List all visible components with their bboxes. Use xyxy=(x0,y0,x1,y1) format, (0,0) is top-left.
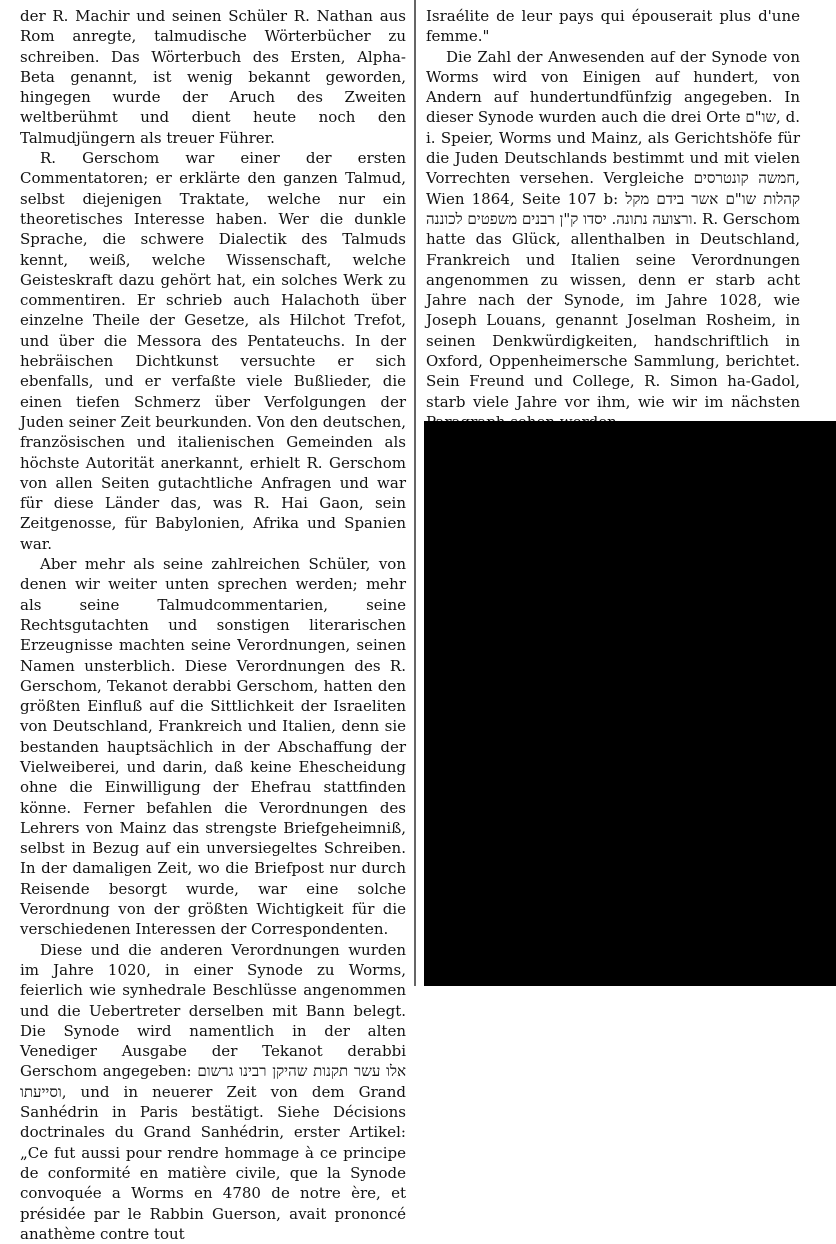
hebrew-quote: אלו עשר תקנות שהיקן רבינו גרשום וסייעתו xyxy=(20,1062,406,1101)
right-column xyxy=(426,6,800,473)
paragraph xyxy=(20,940,406,1244)
text-run: Diese und die anderen Verordnungen wurden im Jahre 1020, in einer Synode zu Worms, feierlich wie synhedrale Beschlüsse angenommen und die Uebertreter derselben mit Bann belegt. Die Synode wird namentlich in der alten Venediger Ausgabe der Tekanot derabbi Gerschom angegeben: xyxy=(20,940,406,1081)
hebrew-term: שו"ם xyxy=(745,108,777,127)
hebrew-title: חמשה קונטרסים xyxy=(693,169,796,188)
text-run: , und in neuerer Zeit von dem Grand Sanhédrin in Paris bestätigt. Siehe Décisions doctrinales du Grand Sanhédrin, erster Artikel: „Ce fut aussi pour rendre hommage à ce principe de conformité en matière civile, que la Synode convoquée a Worms en 4780 de notre ère, et présidée par le Rabbin Guerson, avait prononcé anathème contre tout xyxy=(20,1082,406,1243)
hebrew-quote: קהלות שו"ם אשר בידם מקל ורצועה נתונה. יסדו ק"ן רבנים משפטים לכוננה xyxy=(426,189,800,228)
redacted-area xyxy=(424,421,836,986)
text-run: , Wien 1864, Seite 107 b: xyxy=(426,169,800,208)
paragraph: Israélite de leur pays qui épouserait plus d'une femme." xyxy=(426,7,800,46)
left-column xyxy=(20,6,406,1244)
text-run: , d. i. Speier, Worms und Mainz, als Gerichtshöfe für die Juden Deutschlands bestimmt und mit vielen Vorrechten versehen. Vergleiche xyxy=(426,108,800,188)
column-divider xyxy=(414,0,416,986)
text-run: Die Zahl der Anwesenden auf der Synode von Worms wird von Einigen auf hundert, von Andern auf hundertundfünfzig angegeben. In dieser Synode wurden auch die drei Orte xyxy=(426,47,800,127)
paragraph: Aber mehr als seine zahlreichen Schüler, von denen wir weiter unten sprechen werden; mehr als seine Talmudcommentarien, seine Rechtsgutachten und sonstigen literarischen Erzeugnisse machten seine Verordnungen, seinen Namen unsterblich. Diese Verordnungen des R. Gerschom, Tekanot derabbi Gerschom, hatten den größten Einfluß auf die Sittlichkeit der Israeliten von Deutschland, Frankreich und Italien, denn sie bestanden hauptsächlich in der Abschaffung der Vielweiberei, und darin, daß keine Ehescheidung ohne die Einwilligung der Ehefrau stattfinden könne. Ferner befahlen die Verordnungen des Lehrers von Mainz das strengste Briefgeheimniß, selbst in Bezug auf ein unversiegeltes Schreiben. In der damaligen Zeit, wo die Briefpost nur durch Reisende besorgt wurde, war eine solche Verordnung von der größten Wichtigkeit für die verschiedenen Interessen der Correspondenten. xyxy=(20,555,406,939)
paragraph: der R. Machir und seinen Schüler R. Nathan aus Rom anregte, talmudische Wörterbücher zu schreiben. Das Wörterbuch des Ersten, Alpha-Beta genannt, ist wenig bekannt geworden, hingegen wurde der Aruch des Zweiten weltberühmt und dient heute noch den Talmudjüngern als treuer Führer. xyxy=(20,7,406,147)
paragraph xyxy=(426,47,800,433)
paragraph: R. Gerschom war einer der ersten Commentatoren; er erklärte den ganzen Talmud, selbst diejenigen Traktate, welche nur ein theoretisches Interesse haben. Wer die dunkle Sprache, die schwere Dialectik des Talmuds kennt, weiß, welche Wissenschaft, welche Geisteskraft dazu gehört hat, ein solches Werk zu commentiren. Er schrieb auch Halachoth über einzelne Theile der Gesetze, als Hilchot Trefot, und über die Messora des Pentateuchs. In der hebräischen Dichtkunst versuchte er sich ebenfalls, und er verfaßte viele Bußlieder, die einen tiefen Schmerz über Verfolgungen der Juden seiner Zeit beurkunden. Von den deutschen, französischen und italienischen Gemeinden als höchste Autorität anerkannt, erhielt R. Gerschom von allen Seiten gutachtliche Anfragen und war für diese Länder das, was R. Hai Gaon, sein Zeitgenosse, für Babylonien, Afrika und Spanien war. xyxy=(20,149,406,553)
text-run: . R. Gerschom hatte das Glück, allenthalben in Deutschland, Frankreich und Italien seine Verordnungen angenommen zu wissen, denn er starb acht Jahre nach der Synode, im Jahre 1028, wie Joseph Louans, genannt Joselman Rosheim, in seinen Denkwürdigkeiten, handschriftlich in Oxford, Oppenheimersche Sammlung, berichtet. Sein Freund und College, R. Simon ha-Gadol, starb viele Jahre vor ihm, wie wir im nächsten xyxy=(426,209,800,411)
